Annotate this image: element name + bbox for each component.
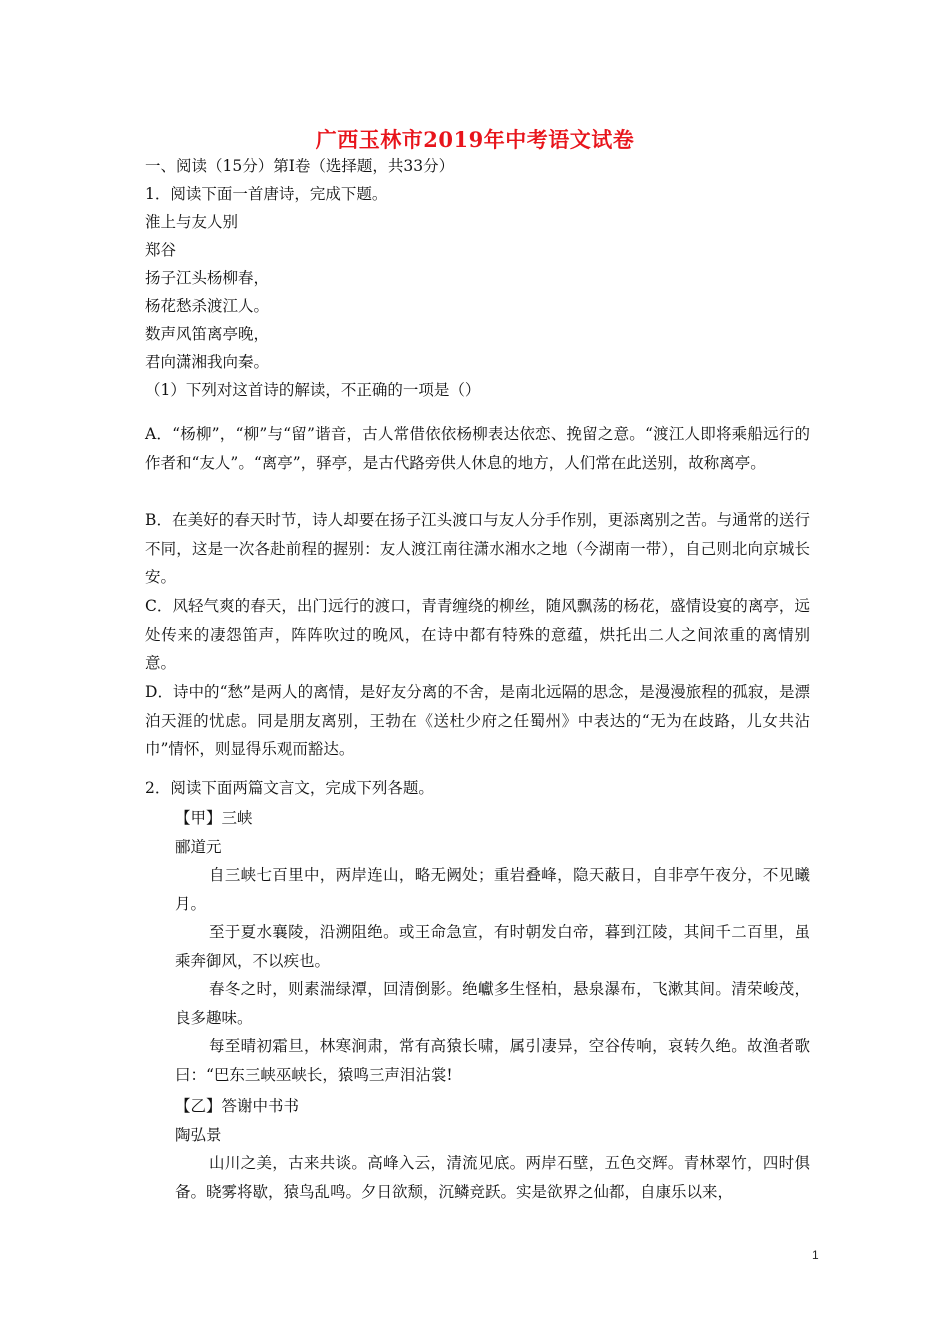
passage-jia-title: 【甲】三峡 — [175, 809, 253, 827]
passage-jia-author: 郦道元 — [175, 838, 222, 856]
option-c: C．风轻气爽的春天，出门远行的渡口，青青缠绕的柳丝，随风飘荡的杨花，盛情设宴的离亭，远处传来的凄怨笛声，阵阵吹过的晚风，在诗中都有特殊的意蕴，烘托出二人之间浓重的离情别意。 — [145, 597, 810, 672]
poem-title: 淮上与友人别 — [145, 213, 239, 231]
passage-yi-title: 【乙】答谢中书书 — [175, 1097, 300, 1115]
passage-yi-paragraph: 山川之美，古来共谈。高峰入云，清流见底。两岸石壁，五色交辉。青林翠竹，四时俱备。晓雾将歇，猿鸟乱鸣。夕日欲颓，沉鳞竞跃。实是欲界之仙都，自康乐以来， — [175, 1154, 810, 1201]
option-a: A．“杨柳”，“柳”与“留”谐音，古人常借依依杨柳表达依恋、挽留之意。“渡江人即将乘船远行的作者和“友人”。“离亭”，驿亭，是古代路旁供人休息的地方，人们常在此送别，故称离亭。 — [145, 425, 810, 472]
section-heading: 一、阅读（15分）第Ⅰ卷（选择题，共33分） — [145, 157, 455, 175]
poem-line: 杨花愁杀渡江人。 — [145, 297, 270, 315]
sub-question: （1）下列对这首诗的解读，不正确的一项是（） — [145, 381, 481, 399]
poem-author: 郑谷 — [145, 241, 177, 259]
passage-yi-author: 陶弘景 — [175, 1126, 222, 1144]
page-number: 1 — [812, 1248, 819, 1262]
question-2-prompt: 2．阅读下面两篇文言文，完成下列各题。 — [145, 779, 434, 797]
question-1-prompt: 1．阅读下面一首唐诗，完成下题。 — [145, 185, 388, 203]
passage-jia-paragraph: 至于夏水襄陵，沿溯阻绝。或王命急宣，有时朝发白帝，暮到江陵，其间千二百里，虽乘奔御风，不以疾也。 — [175, 923, 810, 970]
passage-jia-paragraph: 每至晴初霜旦，林寒涧肃，常有高猿长啸，属引凄异，空谷传响，哀转久绝。故渔者歌曰：“巴东三峡巫峡长，猿鸣三声泪沾裳! — [175, 1037, 810, 1084]
exam-title: 广西玉林市2019年中考语文试卷 — [315, 127, 635, 152]
option-d: D．诗中的“愁”是两人的离情，是好友分离的不舍，是南北远隔的思念，是漫漫旅程的孤寂，是漂泊天涯的忧虑。同是朋友离别，王勃在《送杜少府之任蜀州》中表达的“无为在歧路，儿女共沾巾”情怀，则显得乐观而豁达。 — [145, 683, 810, 758]
poem-line: 扬子江头杨柳春， — [145, 269, 270, 287]
passage-jia-paragraph: 春冬之时，则素湍绿潭，回清倒影。绝巘多生怪柏，悬泉瀑布，飞漱其间。清荣峻茂，良多趣味。 — [175, 980, 810, 1027]
poem-line: 数声风笛离亭晚， — [145, 325, 270, 343]
passage-jia-paragraph: 自三峡七百里中，两岸连山，略无阙处；重岩叠峰，隐天蔽日，自非亭午夜分，不见曦月。 — [175, 866, 810, 913]
option-b: B．在美好的春天时节，诗人却要在扬子江头渡口与友人分手作别，更添离别之苦。与通常的送行不同，这是一次各赴前程的握别：友人渡江南往潇水湘水之地（今湖南一带），自己则北向京城长安。 — [145, 511, 810, 586]
poem-line: 君向潇湘我向秦。 — [145, 353, 270, 371]
